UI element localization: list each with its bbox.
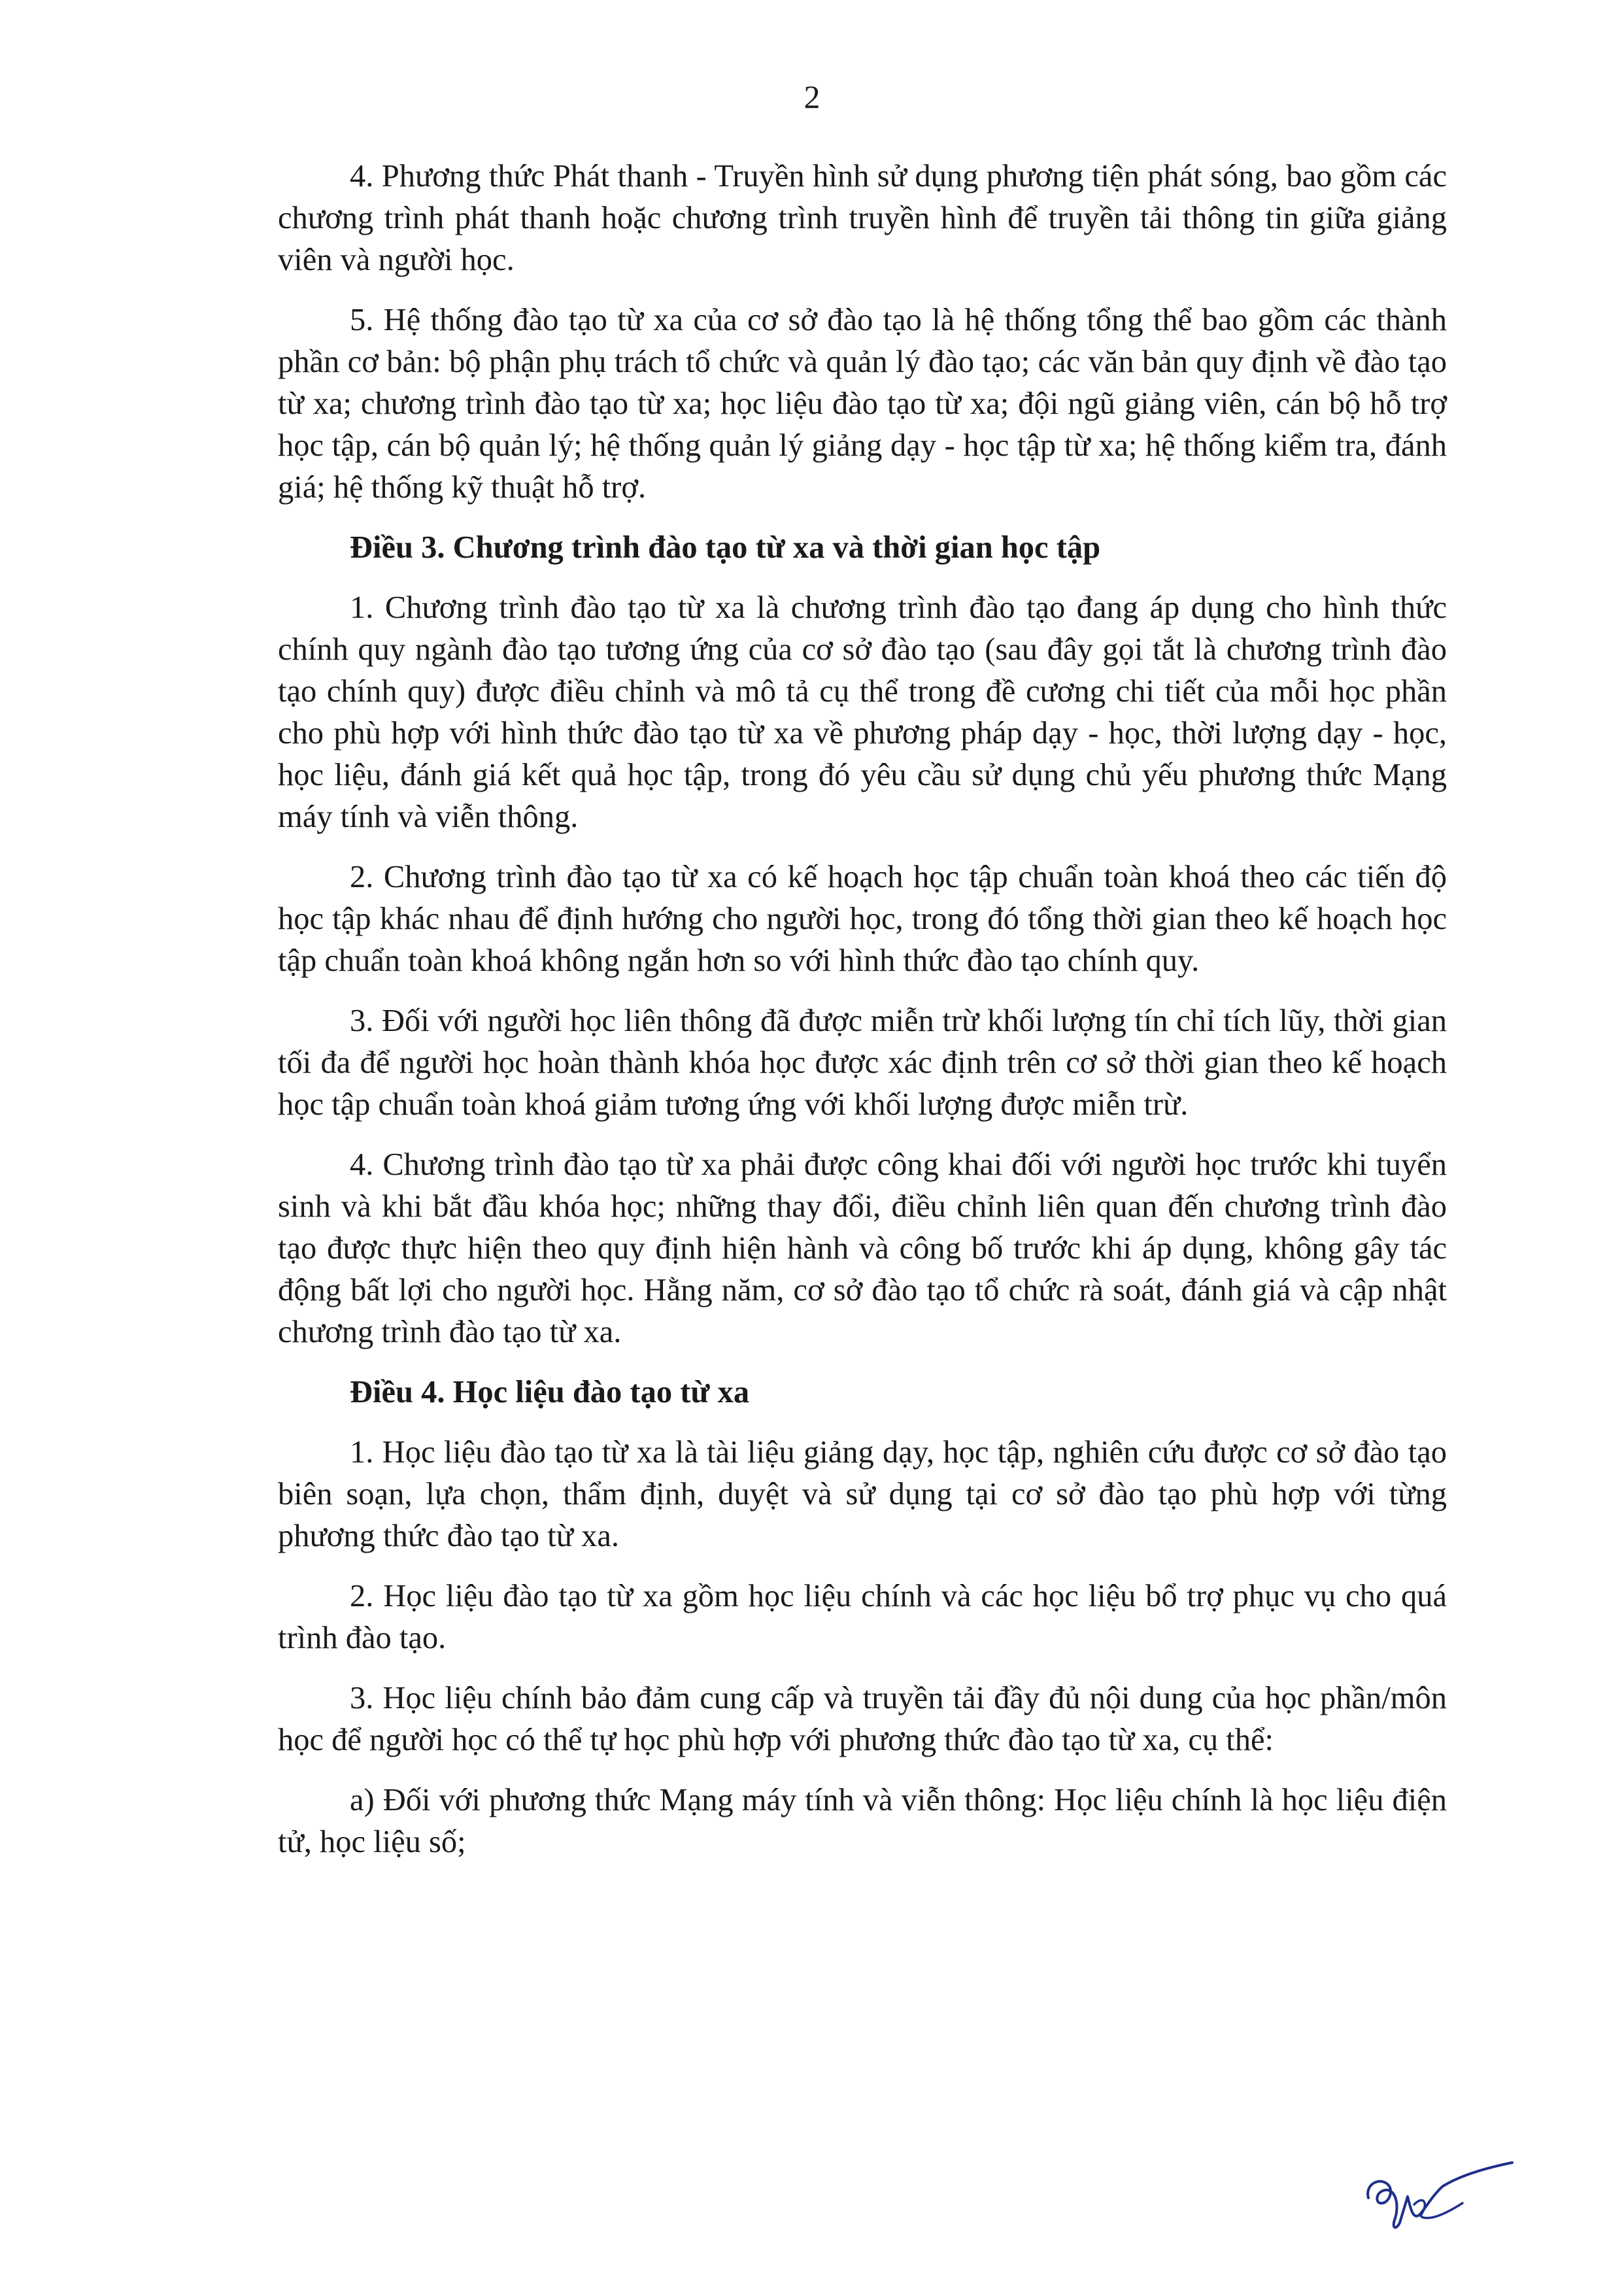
heading-dieu-4: Điều 4. Học liệu đào tạo từ xa bbox=[350, 1375, 750, 1409]
paragraph-phat-thanh-truyen-hinh: 4. Phương thức Phát thanh - Truyền hình sử dụng phương tiện phát sóng, bao gồm các chương trình phát thanh hoặc chương trình truyền hình để truyền tải thông tin giữa giảng viên và người học. bbox=[278, 159, 1447, 277]
initials-signature bbox=[1357, 2157, 1527, 2255]
paragraph-he-thong-dao-tao-tu-xa: 5. Hệ thống đào tạo từ xa của cơ sở đào tạo là hệ thống tổng thể bao gồm các thành phần cơ bản: bộ phận phụ trách tổ chức và quản lý đào tạo; các văn bản quy định về đào tạo từ xa; chương trình đào tạo từ xa; học liệu đào tạo từ xa; đội ngũ giảng viên, cán bộ hỗ trợ học tập, cán bộ quản lý; hệ thống quản lý giảng dạy - học tập từ xa; hệ thống kiểm tra, đánh giá; hệ thống kỹ thuật hỗ trợ. bbox=[278, 303, 1447, 505]
paragraph-dieu-4-khoan-2: 2. Học liệu đào tạo từ xa gồm học liệu chính và các học liệu bổ trợ phục vụ cho quá trình đào tạo. bbox=[278, 1579, 1447, 1655]
paragraph-dieu-4-khoan-3-a: a) Đối với phương thức Mạng máy tính và viễn thông: Học liệu chính là học liệu điện tử, học liệu số; bbox=[278, 1783, 1447, 1859]
paragraph-dieu-3-khoan-1: 1. Chương trình đào tạo từ xa là chương trình đào tạo đang áp dụng cho hình thức chính quy ngành đào tạo tương ứng của cơ sở đào tạo (sau đây gọi tắt là chương trình đào tạo chính quy) được điều chỉnh và mô tả cụ thể trong đề cương chi tiết của mỗi học phần cho phù hợp với hình thức đào tạo từ xa về phương pháp dạy - học, thời lượng dạy - học, học liệu, đánh giá kết quả học tập, trong đó yêu cầu sử dụng chủ yếu phương thức Mạng máy tính và viễn thông. bbox=[278, 590, 1447, 834]
paragraph-dieu-3-khoan-2: 2. Chương trình đào tạo từ xa có kế hoạch học tập chuẩn toàn khoá theo các tiến độ học tập khác nhau để định hướng cho người học, trong đó tổng thời gian theo kế hoạch học tập chuẩn toàn khoá không ngắn hơn so với hình thức đào tạo chính quy. bbox=[278, 860, 1447, 978]
paragraph-dieu-3-khoan-3: 3. Đối với người học liên thông đã được miễn trừ khối lượng tín chỉ tích lũy, thời gian tối đa để người học hoàn thành khóa học được xác định trên cơ sở thời gian theo kế hoạch học tập chuẩn toàn khoá giảm tương ứng với khối lượng được miễn trừ. bbox=[278, 1004, 1447, 1122]
paragraph-dieu-3-khoan-4: 4. Chương trình đào tạo từ xa phải được công khai đối với người học trước khi tuyển sinh và khi bắt đầu khóa học; những thay đổi, điều chỉnh liên quan đến chương trình đào tạo được thực hiện theo quy định hiện hành và công bố trước khi áp dụng, không gây tác động bất lợi cho người học. Hằng năm, cơ sở đào tạo tổ chức rà soát, đánh giá và cập nhật chương trình đào tạo từ xa. bbox=[278, 1147, 1447, 1349]
paragraph-dieu-4-khoan-3: 3. Học liệu chính bảo đảm cung cấp và truyền tải đầy đủ nội dung của học phần/môn học để người học có thể tự học phù hợp với phương thức đào tạo từ xa, cụ thể: bbox=[278, 1681, 1447, 1757]
document-body bbox=[278, 156, 1447, 1881]
paragraph-dieu-4-khoan-1: 1. Học liệu đào tạo từ xa là tài liệu giảng dạy, học tập, nghiên cứu được cơ sở đào tạo biên soạn, lựa chọn, thẩm định, duyệt và sử dụng tại cơ sở đào tạo phù hợp với từng phương thức đào tạo từ xa. bbox=[278, 1435, 1447, 1553]
heading-dieu-3: Điều 3. Chương trình đào tạo từ xa và thời gian học tập bbox=[350, 530, 1101, 565]
page-number: 2 bbox=[804, 78, 820, 115]
